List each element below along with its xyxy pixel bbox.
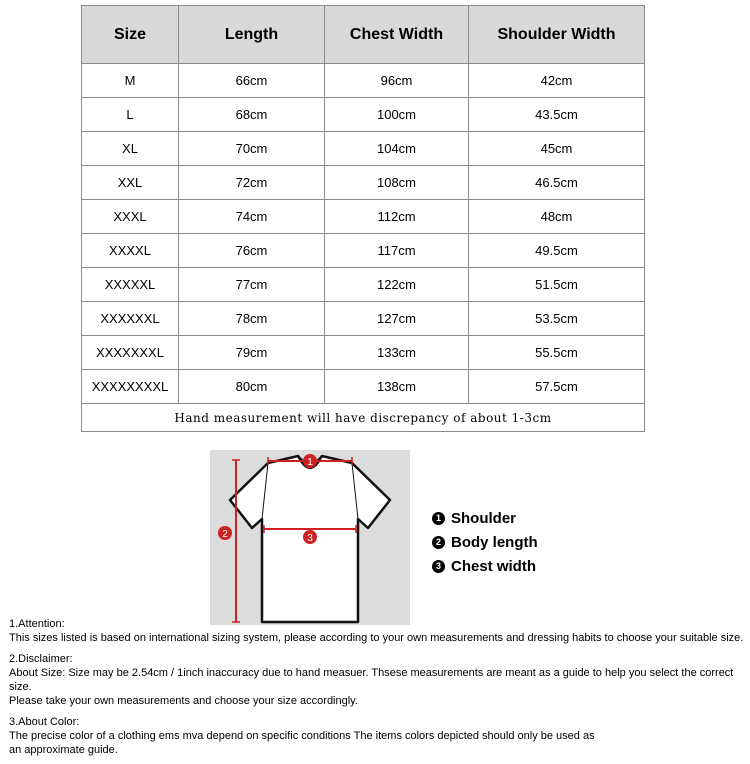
header-size: Size bbox=[82, 6, 179, 64]
svg-text:1: 1 bbox=[307, 457, 313, 468]
header-shoulder-width: Shoulder Width bbox=[469, 6, 645, 64]
cell-size: XXXXXXL bbox=[82, 302, 179, 336]
cell-chest-width: 133cm bbox=[325, 336, 469, 370]
cell-shoulder-width: 55.5cm bbox=[469, 336, 645, 370]
table-row bbox=[82, 64, 645, 98]
note-attention bbox=[9, 617, 744, 645]
marker-chest-width bbox=[303, 530, 317, 544]
cell-chest-width: 104cm bbox=[325, 132, 469, 166]
note-line: This sizes listed is based on international sizing system, please according to your own measurements and dressing habits to choose your suitable size. bbox=[9, 632, 744, 644]
tshirt-illustration bbox=[210, 450, 410, 625]
cell-length: 66cm bbox=[179, 64, 325, 98]
table-row bbox=[82, 166, 645, 200]
note-line: The precise color of a clothing ems mva depend on specific conditions The items colors depicted should only be used as bbox=[9, 730, 595, 742]
cell-chest-width: 117cm bbox=[325, 234, 469, 268]
cell-chest-width: 112cm bbox=[325, 200, 469, 234]
cell-shoulder-width: 49.5cm bbox=[469, 234, 645, 268]
cell-length: 70cm bbox=[179, 132, 325, 166]
cell-chest-width: 122cm bbox=[325, 268, 469, 302]
cell-shoulder-width: 51.5cm bbox=[469, 268, 645, 302]
cell-shoulder-width: 53.5cm bbox=[469, 302, 645, 336]
note-disclaimer bbox=[9, 652, 744, 708]
number-three-icon: 3 bbox=[432, 560, 445, 573]
cell-length: 68cm bbox=[179, 98, 325, 132]
cell-length: 79cm bbox=[179, 336, 325, 370]
cell-length: 77cm bbox=[179, 268, 325, 302]
legend-label: Shoulder bbox=[451, 509, 517, 527]
cell-chest-width: 100cm bbox=[325, 98, 469, 132]
note-line: an approximate guide. bbox=[9, 744, 118, 756]
cell-chest-width: 108cm bbox=[325, 166, 469, 200]
cell-length: 80cm bbox=[179, 370, 325, 404]
marker-shoulder bbox=[303, 454, 317, 468]
table-header-row bbox=[82, 6, 645, 64]
cell-shoulder-width: 42cm bbox=[469, 64, 645, 98]
cell-shoulder-width: 57.5cm bbox=[469, 370, 645, 404]
cell-chest-width: 138cm bbox=[325, 370, 469, 404]
note-title: 1.Attention: bbox=[9, 618, 65, 630]
note-title: 3.About Color: bbox=[9, 716, 80, 728]
cell-size: XXXXL bbox=[82, 234, 179, 268]
svg-text:3: 3 bbox=[307, 533, 313, 544]
cell-size: XXXXXXXXL bbox=[82, 370, 179, 404]
table-row bbox=[82, 268, 645, 302]
table-row bbox=[82, 336, 645, 370]
legend-item-chest-width bbox=[432, 554, 538, 578]
cell-shoulder-width: 48cm bbox=[469, 200, 645, 234]
legend-item-shoulder bbox=[432, 506, 538, 530]
table-row bbox=[82, 98, 645, 132]
cell-size: XXXXXL bbox=[82, 268, 179, 302]
header-length: Length bbox=[179, 6, 325, 64]
note-line: Please take your own measurements and choose your size accordingly. bbox=[9, 695, 358, 707]
cell-length: 74cm bbox=[179, 200, 325, 234]
cell-shoulder-width: 45cm bbox=[469, 132, 645, 166]
number-one-icon: 1 bbox=[432, 512, 445, 525]
tshirt-diagram bbox=[210, 450, 410, 625]
table-row bbox=[82, 200, 645, 234]
table-row bbox=[82, 234, 645, 268]
cell-size: M bbox=[82, 64, 179, 98]
cell-size: XL bbox=[82, 132, 179, 166]
cell-size: XXXXXXXL bbox=[82, 336, 179, 370]
number-two-icon: 2 bbox=[432, 536, 445, 549]
cell-length: 76cm bbox=[179, 234, 325, 268]
note-color bbox=[9, 715, 744, 757]
cell-length: 78cm bbox=[179, 302, 325, 336]
table-note-row bbox=[82, 404, 645, 432]
cell-chest-width: 96cm bbox=[325, 64, 469, 98]
cell-size: L bbox=[82, 98, 179, 132]
note-line: About Size: Size may be 2.54cm / 1inch inaccuracy due to hand measuer. Thsese measurements are meant as a guide to help you select the correct size. bbox=[9, 667, 734, 693]
note-title: 2.Disclaimer: bbox=[9, 653, 73, 665]
legend-item-body-length bbox=[432, 530, 538, 554]
svg-text:2: 2 bbox=[222, 529, 228, 540]
table-row bbox=[82, 132, 645, 166]
notes-section bbox=[9, 617, 744, 764]
cell-shoulder-width: 43.5cm bbox=[469, 98, 645, 132]
legend-label: Chest width bbox=[451, 557, 536, 575]
cell-shoulder-width: 46.5cm bbox=[469, 166, 645, 200]
marker-body-length bbox=[218, 526, 232, 540]
legend-label: Body length bbox=[451, 533, 538, 551]
cell-chest-width: 127cm bbox=[325, 302, 469, 336]
diagram-legend bbox=[432, 506, 538, 578]
measurement-note: Hand measurement will have discrepancy of about 1-3cm bbox=[82, 404, 645, 432]
size-chart-table bbox=[81, 5, 645, 432]
cell-length: 72cm bbox=[179, 166, 325, 200]
header-chest-width: Chest Width bbox=[325, 6, 469, 64]
cell-size: XXL bbox=[82, 166, 179, 200]
table-row bbox=[82, 370, 645, 404]
cell-size: XXXL bbox=[82, 200, 179, 234]
table-row bbox=[82, 302, 645, 336]
